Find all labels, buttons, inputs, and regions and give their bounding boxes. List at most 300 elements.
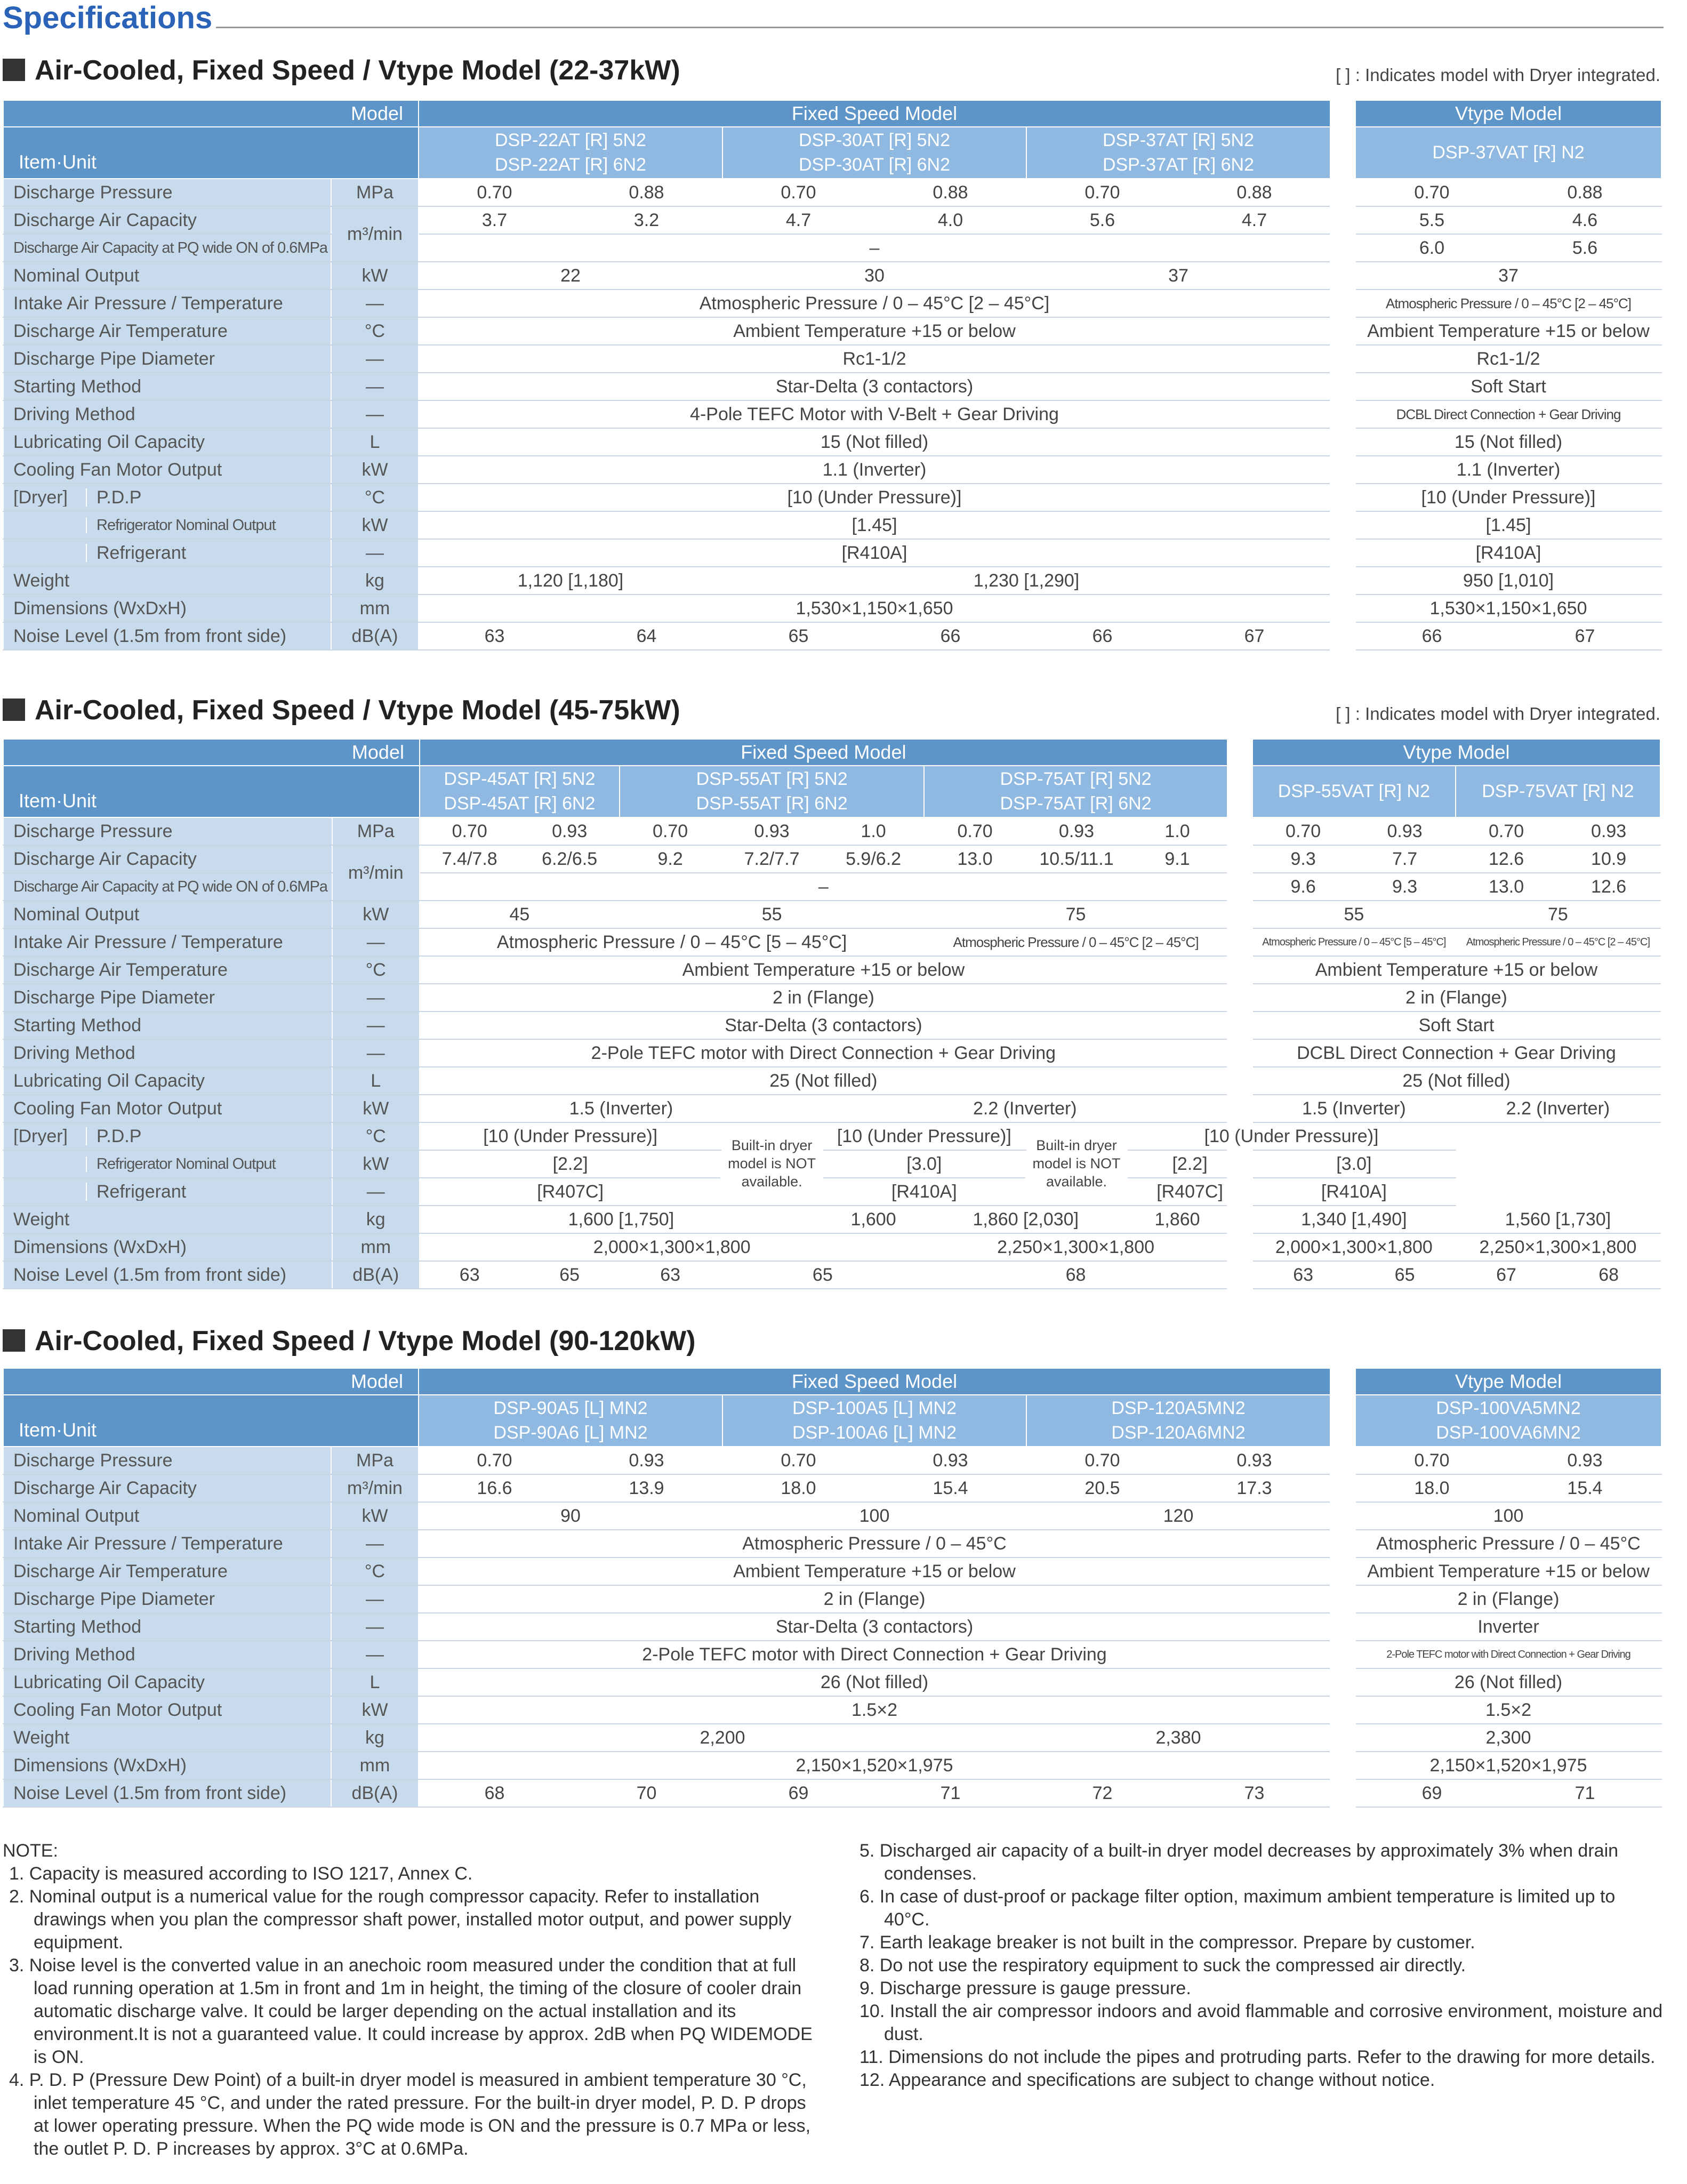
row-label: Driving Method <box>3 1641 331 1668</box>
value-cell: 2-Pole TEFC motor with Direct Connection + Gear Driving <box>420 1039 1227 1067</box>
row-unit: — <box>332 1178 420 1206</box>
row-unit: kg <box>332 1206 420 1233</box>
row-label: Discharge Pipe Diameter <box>3 984 332 1011</box>
section-title-text: Air-Cooled, Fixed Speed / Vtype Model (45-75kW) <box>35 695 680 726</box>
row-unit: — <box>332 928 420 956</box>
value-cell: Rc1-1/2 <box>419 345 1330 373</box>
dryer-block: [Dryer] P.D.P <box>3 1122 332 1150</box>
value-cell: 17.3 <box>1178 1474 1330 1502</box>
fixed-speed-header: Fixed Speed Model <box>419 100 1330 127</box>
value-cell: 1.5×2 <box>419 1696 1330 1724</box>
item-unit-header: Item·Unit <box>3 766 420 817</box>
value-cell: 67 <box>1178 622 1330 650</box>
value-cell: 15.4 <box>1508 1474 1661 1502</box>
value-cell: 0.70 <box>1252 817 1354 845</box>
note-item: 6. In case of dust-proof or package filter option, maximum ambient temperature is limited up to 40°C. <box>859 1886 1616 1930</box>
notes-right <box>853 1840 1664 2092</box>
value-cell: [10 (Under Pressure)] <box>419 484 1330 511</box>
note-item: 11. Dimensions do not include the pipes and protruding parts. Refer to the drawing for more details. <box>859 2047 1656 2067</box>
value-cell: 120 <box>1026 1502 1330 1530</box>
dryer-block: Refrigerator Nominal Output <box>3 1150 332 1178</box>
row-unit: — <box>331 1641 419 1668</box>
not-available-note: Built-in dryer model is NOT available. <box>1026 1122 1127 1206</box>
row-label: Weight <box>3 1724 331 1752</box>
model-cell: DSP-100VA5MN2 DSP-100VA6MN2 <box>1355 1395 1661 1447</box>
dryer-block: [Dryer] P.D.P <box>3 484 331 511</box>
value-cell: 75 <box>924 901 1227 928</box>
value-cell: [R407C] <box>420 1178 721 1206</box>
title-underline <box>216 27 1664 28</box>
value-cell: 2,000×1,300×1,800 <box>1252 1233 1456 1261</box>
value-cell: 1.5 (Inverter) <box>1252 1095 1456 1122</box>
row-unit: kW <box>331 262 419 290</box>
value-cell: 1,230 [1,290] <box>722 567 1330 595</box>
row-unit: m³/min <box>332 845 420 901</box>
row-unit: L <box>332 1067 420 1095</box>
value-cell: 37 <box>1355 262 1661 290</box>
note-item: 10. Install the air compressor indoors and avoid flammable and corrosive environment, moisture and dust. <box>859 2001 1663 2044</box>
value-cell: 2,250×1,300×1,800 <box>1456 1233 1660 1261</box>
row-label: Discharge Pipe Diameter <box>3 1585 331 1613</box>
dryer-block: Refrigerant <box>3 1178 332 1206</box>
row-label: Cooling Fan Motor Output <box>3 1095 332 1122</box>
fixed-speed-header: Fixed Speed Model <box>419 1368 1330 1395</box>
value-cell: Star-Delta (3 contactors) <box>419 1613 1330 1641</box>
value-cell: 1.0 <box>1127 817 1227 845</box>
note-item: 7. Earth leakage breaker is not built in the compressor. Prepare by customer. <box>859 1932 1475 1953</box>
row-unit: — <box>331 1613 419 1641</box>
row-unit: — <box>331 400 419 428</box>
value-cell: DCBL Direct Connection + Gear Driving <box>1252 1039 1660 1067</box>
row-label: Starting Method <box>3 373 331 400</box>
value-cell: 15.4 <box>874 1474 1026 1502</box>
value-cell: 1,860 [2,030] <box>924 1206 1127 1233</box>
value-cell: 63 <box>420 1261 519 1289</box>
row-unit: L <box>331 428 419 456</box>
model-cell: DSP-37AT [R] 5N2 DSP-37AT [R] 6N2 <box>1026 127 1330 179</box>
value-cell: 1.0 <box>823 817 924 845</box>
row-label: Starting Method <box>3 1613 331 1641</box>
value-cell: 6.2/6.5 <box>519 845 619 873</box>
value-cell: Star-Delta (3 contactors) <box>420 1011 1227 1039</box>
value-cell: Atmospheric Pressure / 0 – 45°C [2 – 45°C] <box>1355 290 1661 317</box>
value-cell: Rc1-1/2 <box>1355 345 1661 373</box>
model-header: Model <box>3 739 420 766</box>
value-cell: 0.70 <box>419 1447 571 1474</box>
value-cell: 2,150×1,520×1,975 <box>419 1752 1330 1779</box>
value-cell: 25 (Not filled) <box>420 1067 1227 1095</box>
value-cell: 64 <box>571 622 722 650</box>
value-cell: 1,530×1,150×1,650 <box>419 595 1330 622</box>
row-label: Discharge Air Capacity at PQ wide ON of 0.6MPa <box>3 873 332 901</box>
row-unit: m³/min <box>331 1474 419 1502</box>
value-cell: 3.7 <box>419 206 571 234</box>
value-cell: 0.70 <box>1026 1447 1178 1474</box>
value-cell: 0.70 <box>1355 1447 1508 1474</box>
value-cell: 68 <box>924 1261 1227 1289</box>
row-unit: °C <box>331 1557 419 1585</box>
section-title-90-120kw <box>3 1325 696 1357</box>
row-label: Weight <box>3 567 331 595</box>
row-label: Starting Method <box>3 1011 332 1039</box>
value-cell: 0.70 <box>924 817 1025 845</box>
value-cell: 2 in (Flange) <box>419 1585 1330 1613</box>
value-cell: 4.7 <box>722 206 874 234</box>
value-cell: 0.70 <box>419 179 571 206</box>
value-cell: Ambient Temperature +15 or below <box>419 317 1330 345</box>
row-unit: mm <box>332 1233 420 1261</box>
value-cell: 2-Pole TEFC motor with Direct Connection + Gear Driving <box>1355 1641 1661 1668</box>
value-cell: 1.5 (Inverter) <box>420 1095 823 1122</box>
value-cell: Inverter <box>1355 1613 1661 1641</box>
value-cell: 71 <box>1508 1779 1661 1807</box>
vtype-header: Vtype Model <box>1355 1368 1661 1395</box>
row-unit: — <box>332 984 420 1011</box>
row-label: Driving Method <box>3 1039 332 1067</box>
value-cell: 65 <box>722 622 874 650</box>
value-cell: 2.2 (Inverter) <box>1456 1095 1660 1122</box>
row-unit: °C <box>332 1122 420 1150</box>
row-label: Discharge Air Capacity <box>3 1474 331 1502</box>
value-cell: 1,530×1,150×1,650 <box>1355 595 1661 622</box>
value-cell: 0.70 <box>722 1447 874 1474</box>
value-cell: 75 <box>1456 901 1660 928</box>
value-cell: 73 <box>1178 1779 1330 1807</box>
spec-table-90-120kw <box>3 1368 1662 1808</box>
model-cell: DSP-100A5 [L] MN2 DSP-100A6 [L] MN2 <box>722 1395 1026 1447</box>
row-unit: kg <box>331 1724 419 1752</box>
note-item: 3. Noise level is the converted value in an anechoic room measured under the condition that at full load running operation at 1.5m in front and 1m in height, the timing of the closure of cooler drain automatic discharge valve. It could be larger depending on the actual installation and its environment.It is not a guaranteed value. It could increase by approx. 2dB when PQ WIDEMODE is ON. <box>9 1955 813 2067</box>
value-cell: 0.88 <box>1508 179 1661 206</box>
value-cell: 26 (Not filled) <box>1355 1668 1661 1696</box>
row-label: Discharge Pipe Diameter <box>3 345 331 373</box>
value-cell: 18.0 <box>1355 1474 1508 1502</box>
row-label: Nominal Output <box>3 901 332 928</box>
section-title-text: Air-Cooled, Fixed Speed / Vtype Model (22-37kW) <box>35 55 680 86</box>
square-bullet-icon <box>3 698 25 721</box>
value-cell: [2.2] <box>1127 1150 1252 1178</box>
notes-left <box>3 1840 813 2161</box>
value-cell: 4.0 <box>874 206 1026 234</box>
value-cell: 25 (Not filled) <box>1252 1067 1660 1095</box>
value-cell: Soft Start <box>1252 1011 1660 1039</box>
row-unit: mm <box>331 1752 419 1779</box>
value-cell: 0.93 <box>1508 1447 1661 1474</box>
value-cell: 9.1 <box>1127 845 1227 873</box>
row-unit: kW <box>332 1095 420 1122</box>
value-cell: 1.1 (Inverter) <box>419 456 1330 484</box>
dryer-note: [ ] : Indicates model with Dryer integrated. <box>1336 65 1660 85</box>
dryer-note: [ ] : Indicates model with Dryer integrated. <box>1336 704 1660 724</box>
value-cell: 9.3 <box>1354 873 1455 901</box>
row-label: Discharge Pressure <box>3 1447 331 1474</box>
model-cell: DSP-37VAT [R] N2 <box>1355 127 1661 179</box>
row-label: Noise Level (1.5m from front side) <box>3 1779 331 1807</box>
value-cell: – <box>420 873 1227 901</box>
value-cell: 0.93 <box>1557 817 1660 845</box>
model-cell: DSP-30AT [R] 5N2 DSP-30AT [R] 6N2 <box>722 127 1026 179</box>
value-cell: 63 <box>1252 1261 1354 1289</box>
row-label: Intake Air Pressure / Temperature <box>3 1530 331 1557</box>
value-cell: 65 <box>519 1261 619 1289</box>
row-unit: — <box>332 1011 420 1039</box>
value-cell: 0.93 <box>519 817 619 845</box>
value-cell: Atmospheric Pressure / 0 – 45°C <box>419 1530 1330 1557</box>
value-cell: Atmospheric Pressure / 0 – 45°C [2 – 45°C] <box>1456 928 1660 956</box>
model-cell: DSP-55AT [R] 5N2 DSP-55AT [R] 6N2 <box>620 766 924 817</box>
value-cell: 12.6 <box>1456 845 1557 873</box>
row-unit: dB(A) <box>331 1779 419 1807</box>
row-unit: MPa <box>331 1447 419 1474</box>
value-cell: Star-Delta (3 contactors) <box>419 373 1330 400</box>
fixed-speed-header: Fixed Speed Model <box>420 739 1227 766</box>
row-label: Cooling Fan Motor Output <box>3 1696 331 1724</box>
value-cell: 2,000×1,300×1,800 <box>420 1233 924 1261</box>
model-cell: DSP-22AT [R] 5N2 DSP-22AT [R] 6N2 <box>419 127 722 179</box>
value-cell: 9.6 <box>1252 873 1354 901</box>
value-cell: 1,600 <box>823 1206 924 1233</box>
value-cell: 0.70 <box>1026 179 1178 206</box>
value-cell: [1.45] <box>1355 511 1661 539</box>
value-cell: 1,120 [1,180] <box>419 567 722 595</box>
value-cell: 5.9/6.2 <box>823 845 924 873</box>
row-label: Discharge Air Capacity <box>3 206 331 234</box>
value-cell: 0.70 <box>1355 179 1508 206</box>
item-unit-header: Item·Unit <box>3 1395 419 1447</box>
value-cell: 5.6 <box>1508 234 1661 262</box>
value-cell: 100 <box>1355 1502 1661 1530</box>
model-header: Model <box>3 1368 419 1395</box>
row-unit: °C <box>331 484 419 511</box>
value-cell: Ambient Temperature +15 or below <box>1355 1557 1661 1585</box>
value-cell: 20.5 <box>1026 1474 1178 1502</box>
row-label: Nominal Output <box>3 262 331 290</box>
value-cell: 2 in (Flange) <box>1355 1585 1661 1613</box>
value-cell: 9.3 <box>1252 845 1354 873</box>
value-cell: 4.7 <box>1178 206 1330 234</box>
value-cell: 2.2 (Inverter) <box>823 1095 1227 1122</box>
value-cell: 0.70 <box>722 179 874 206</box>
row-unit: — <box>331 345 419 373</box>
value-cell: Atmospheric Pressure / 0 – 45°C <box>1355 1530 1661 1557</box>
row-label: Cooling Fan Motor Output <box>3 456 331 484</box>
item-unit-header: Item·Unit <box>3 127 419 179</box>
value-cell: 68 <box>1557 1261 1660 1289</box>
value-cell: 0.70 <box>420 817 519 845</box>
value-cell: [10 (Under Pressure)] <box>420 1122 721 1150</box>
spec-table-45-75kw <box>3 738 1661 1289</box>
value-cell: 1,860 <box>1127 1206 1227 1233</box>
vtype-header: Vtype Model <box>1355 100 1661 127</box>
section-title-22-37kw <box>3 54 680 86</box>
value-cell: 55 <box>620 901 924 928</box>
value-cell: 7.4/7.8 <box>420 845 519 873</box>
value-cell: 2,250×1,300×1,800 <box>924 1233 1227 1261</box>
value-cell: 66 <box>1026 622 1178 650</box>
value-cell: [3.0] <box>1252 1150 1456 1178</box>
value-cell: 70 <box>571 1779 722 1807</box>
row-unit: dB(A) <box>332 1261 420 1289</box>
value-cell: [10 (Under Pressure)] <box>823 1122 1026 1150</box>
row-label: Noise Level (1.5m from front side) <box>3 1261 332 1289</box>
value-cell: 7.7 <box>1354 845 1455 873</box>
row-unit: kW <box>331 1696 419 1724</box>
row-unit: kW <box>331 456 419 484</box>
row-unit: mm <box>331 595 419 622</box>
value-cell: 6.0 <box>1355 234 1508 262</box>
row-unit: L <box>331 1668 419 1696</box>
value-cell: 0.93 <box>1026 817 1127 845</box>
note-item: 5. Discharged air capacity of a built-in dryer model decreases by approximately 3% when drain condenses. <box>859 1841 1619 1884</box>
row-label: Lubricating Oil Capacity <box>3 428 331 456</box>
value-cell: 0.93 <box>874 1447 1026 1474</box>
value-cell: 0.88 <box>874 179 1026 206</box>
row-label: Discharge Air Temperature <box>3 1557 331 1585</box>
value-cell: Ambient Temperature +15 or below <box>420 956 1227 984</box>
note-item: 2. Nominal output is a numerical value for the rough compressor capacity. Refer to installation drawings when you plan the compressor shaft power, installed motor output, and power supply equipment. <box>9 1886 792 1953</box>
not-available-note: Built-in dryer model is NOT available. <box>721 1122 822 1206</box>
value-cell: 55 <box>1252 901 1456 928</box>
value-cell: 63 <box>419 622 571 650</box>
value-cell: 2-Pole TEFC motor with Direct Connection + Gear Driving <box>419 1641 1330 1668</box>
value-cell: 69 <box>1355 1779 1508 1807</box>
value-cell: 90 <box>419 1502 722 1530</box>
value-cell: 3.2 <box>571 206 722 234</box>
value-cell: 72 <box>1026 1779 1178 1807</box>
value-cell: 2,300 <box>1355 1724 1661 1752</box>
row-unit: m³/min <box>331 206 419 262</box>
value-cell: 10.9 <box>1557 845 1660 873</box>
row-unit: °C <box>332 956 420 984</box>
dryer-block: Refrigerant <box>3 539 331 567</box>
value-cell: 0.70 <box>620 817 721 845</box>
value-cell: 1,560 [1,730] <box>1456 1206 1660 1233</box>
row-label: Driving Method <box>3 400 331 428</box>
value-cell: – <box>419 234 1330 262</box>
value-cell: 66 <box>1355 622 1508 650</box>
row-label: Discharge Air Temperature <box>3 317 331 345</box>
value-cell: Soft Start <box>1355 373 1661 400</box>
value-cell: [R410A] <box>823 1178 1026 1206</box>
row-unit: MPa <box>332 817 420 845</box>
value-cell: [R407C] <box>1127 1178 1252 1206</box>
value-cell: [R410A] <box>1355 539 1661 567</box>
value-cell: Ambient Temperature +15 or below <box>419 1557 1330 1585</box>
row-unit: MPa <box>331 179 419 206</box>
row-label: Intake Air Pressure / Temperature <box>3 928 332 956</box>
value-cell: 67 <box>1456 1261 1557 1289</box>
value-cell: 5.5 <box>1355 206 1508 234</box>
row-label: Dimensions (WxDxH) <box>3 595 331 622</box>
note-item: 9. Discharge pressure is gauge pressure. <box>859 1978 1191 1998</box>
section-title-45-75kw <box>3 694 680 726</box>
value-cell: 2,150×1,520×1,975 <box>1355 1752 1661 1779</box>
value-cell: 15 (Not filled) <box>1355 428 1661 456</box>
model-cell: DSP-45AT [R] 5N2 DSP-45AT [R] 6N2 <box>420 766 620 817</box>
row-label: Discharge Air Capacity at PQ wide ON of 0.6MPa <box>3 234 331 262</box>
value-cell: 2 in (Flange) <box>420 984 1227 1011</box>
note-item: 4. P. D. P (Pressure Dew Point) of a built-in dryer model is measured in ambient temperature 30 °C, inlet temperature 45 °C, and under the rated pressure. For the built-in dryer model, P. D. P drops at lower operating pressure. When the PQ wide mode is ON and the pressure is 0.7 MPa or less, the outlet P. D. P increases by approx. 3°C at 0.6MPa. <box>9 2070 811 2159</box>
row-unit: — <box>332 1039 420 1067</box>
value-cell: Atmospheric Pressure / 0 – 45°C [5 – 45°C] <box>1252 928 1456 956</box>
value-cell: 0.88 <box>1178 179 1330 206</box>
row-label: Dimensions (WxDxH) <box>3 1752 331 1779</box>
value-cell: 5.6 <box>1026 206 1178 234</box>
value-cell: 22 <box>419 262 722 290</box>
value-cell: 1,340 [1,490] <box>1252 1206 1456 1233</box>
value-cell: 100 <box>722 1502 1026 1530</box>
value-cell: 30 <box>722 262 1026 290</box>
spec-table-22-37kw <box>3 100 1662 651</box>
value-cell: 66 <box>874 622 1026 650</box>
value-cell: Atmospheric Pressure / 0 – 45°C [2 – 45°C] <box>924 928 1227 956</box>
note-item: 8. Do not use the respiratory equipment to suck the compressed air directly. <box>859 1955 1466 1976</box>
row-label: Discharge Pressure <box>3 817 332 845</box>
vtype-header: Vtype Model <box>1252 739 1660 766</box>
note-item: 1. Capacity is measured according to ISO 1217, Annex C. <box>9 1864 473 1884</box>
value-cell: 7.2/7.7 <box>721 845 822 873</box>
value-cell: 68 <box>419 1779 571 1807</box>
note-item: 12. Appearance and specifications are subject to change without notice. <box>859 2070 1435 2090</box>
notes-heading: NOTE: <box>3 1841 58 1861</box>
row-label: Dimensions (WxDxH) <box>3 1233 332 1261</box>
value-cell: [R410A] <box>1252 1178 1456 1206</box>
value-cell: 950 [1,010] <box>1355 567 1661 595</box>
value-cell: 1.5×2 <box>1355 1696 1661 1724</box>
value-cell: 9.2 <box>620 845 721 873</box>
value-cell: 0.93 <box>571 1447 722 1474</box>
value-cell: 26 (Not filled) <box>419 1668 1330 1696</box>
square-bullet-icon <box>3 59 25 81</box>
value-cell: 2,200 <box>419 1724 1026 1752</box>
value-cell: [1.45] <box>419 511 1330 539</box>
value-cell: [10 (Under Pressure)] <box>1355 484 1661 511</box>
value-cell: [3.0] <box>823 1150 1026 1178</box>
model-cell: DSP-90A5 [L] MN2 DSP-90A6 [L] MN2 <box>419 1395 722 1447</box>
model-cell: DSP-75VAT [R] N2 <box>1456 766 1660 817</box>
value-cell: 0.93 <box>721 817 822 845</box>
value-cell: 4-Pole TEFC Motor with V-Belt + Gear Driving <box>419 400 1330 428</box>
value-cell: DCBL Direct Connection + Gear Driving <box>1355 400 1661 428</box>
row-unit: kW <box>331 1502 419 1530</box>
dryer-block: Refrigerator Nominal Output <box>3 511 331 539</box>
value-cell: 2 in (Flange) <box>1252 984 1660 1011</box>
section-title-text: Air-Cooled, Fixed Speed / Vtype Model (90-120kW) <box>35 1326 696 1356</box>
value-cell: 63 <box>620 1261 721 1289</box>
value-cell: Ambient Temperature +15 or below <box>1252 956 1660 984</box>
value-cell: 18.0 <box>722 1474 874 1502</box>
value-cell: 15 (Not filled) <box>419 428 1330 456</box>
value-cell: 69 <box>722 1779 874 1807</box>
row-label: Noise Level (1.5m from front side) <box>3 622 331 650</box>
row-unit: kg <box>331 567 419 595</box>
model-header: Model <box>3 100 419 127</box>
row-unit: kW <box>332 1150 420 1178</box>
value-cell: 13.9 <box>571 1474 722 1502</box>
value-cell: 12.6 <box>1557 873 1660 901</box>
row-label: Intake Air Pressure / Temperature <box>3 290 331 317</box>
value-cell: 67 <box>1508 622 1661 650</box>
value-cell: 1,600 [1,750] <box>420 1206 823 1233</box>
row-unit: kW <box>332 901 420 928</box>
value-cell: Atmospheric Pressure / 0 – 45°C [5 – 45°C] <box>420 928 924 956</box>
model-cell: DSP-75AT [R] 5N2 DSP-75AT [R] 6N2 <box>924 766 1227 817</box>
row-unit: kW <box>331 511 419 539</box>
row-label: Discharge Air Capacity <box>3 845 332 873</box>
row-label: Discharge Air Temperature <box>3 956 332 984</box>
row-label: Weight <box>3 1206 332 1233</box>
model-cell: DSP-120A5MN2 DSP-120A6MN2 <box>1026 1395 1330 1447</box>
